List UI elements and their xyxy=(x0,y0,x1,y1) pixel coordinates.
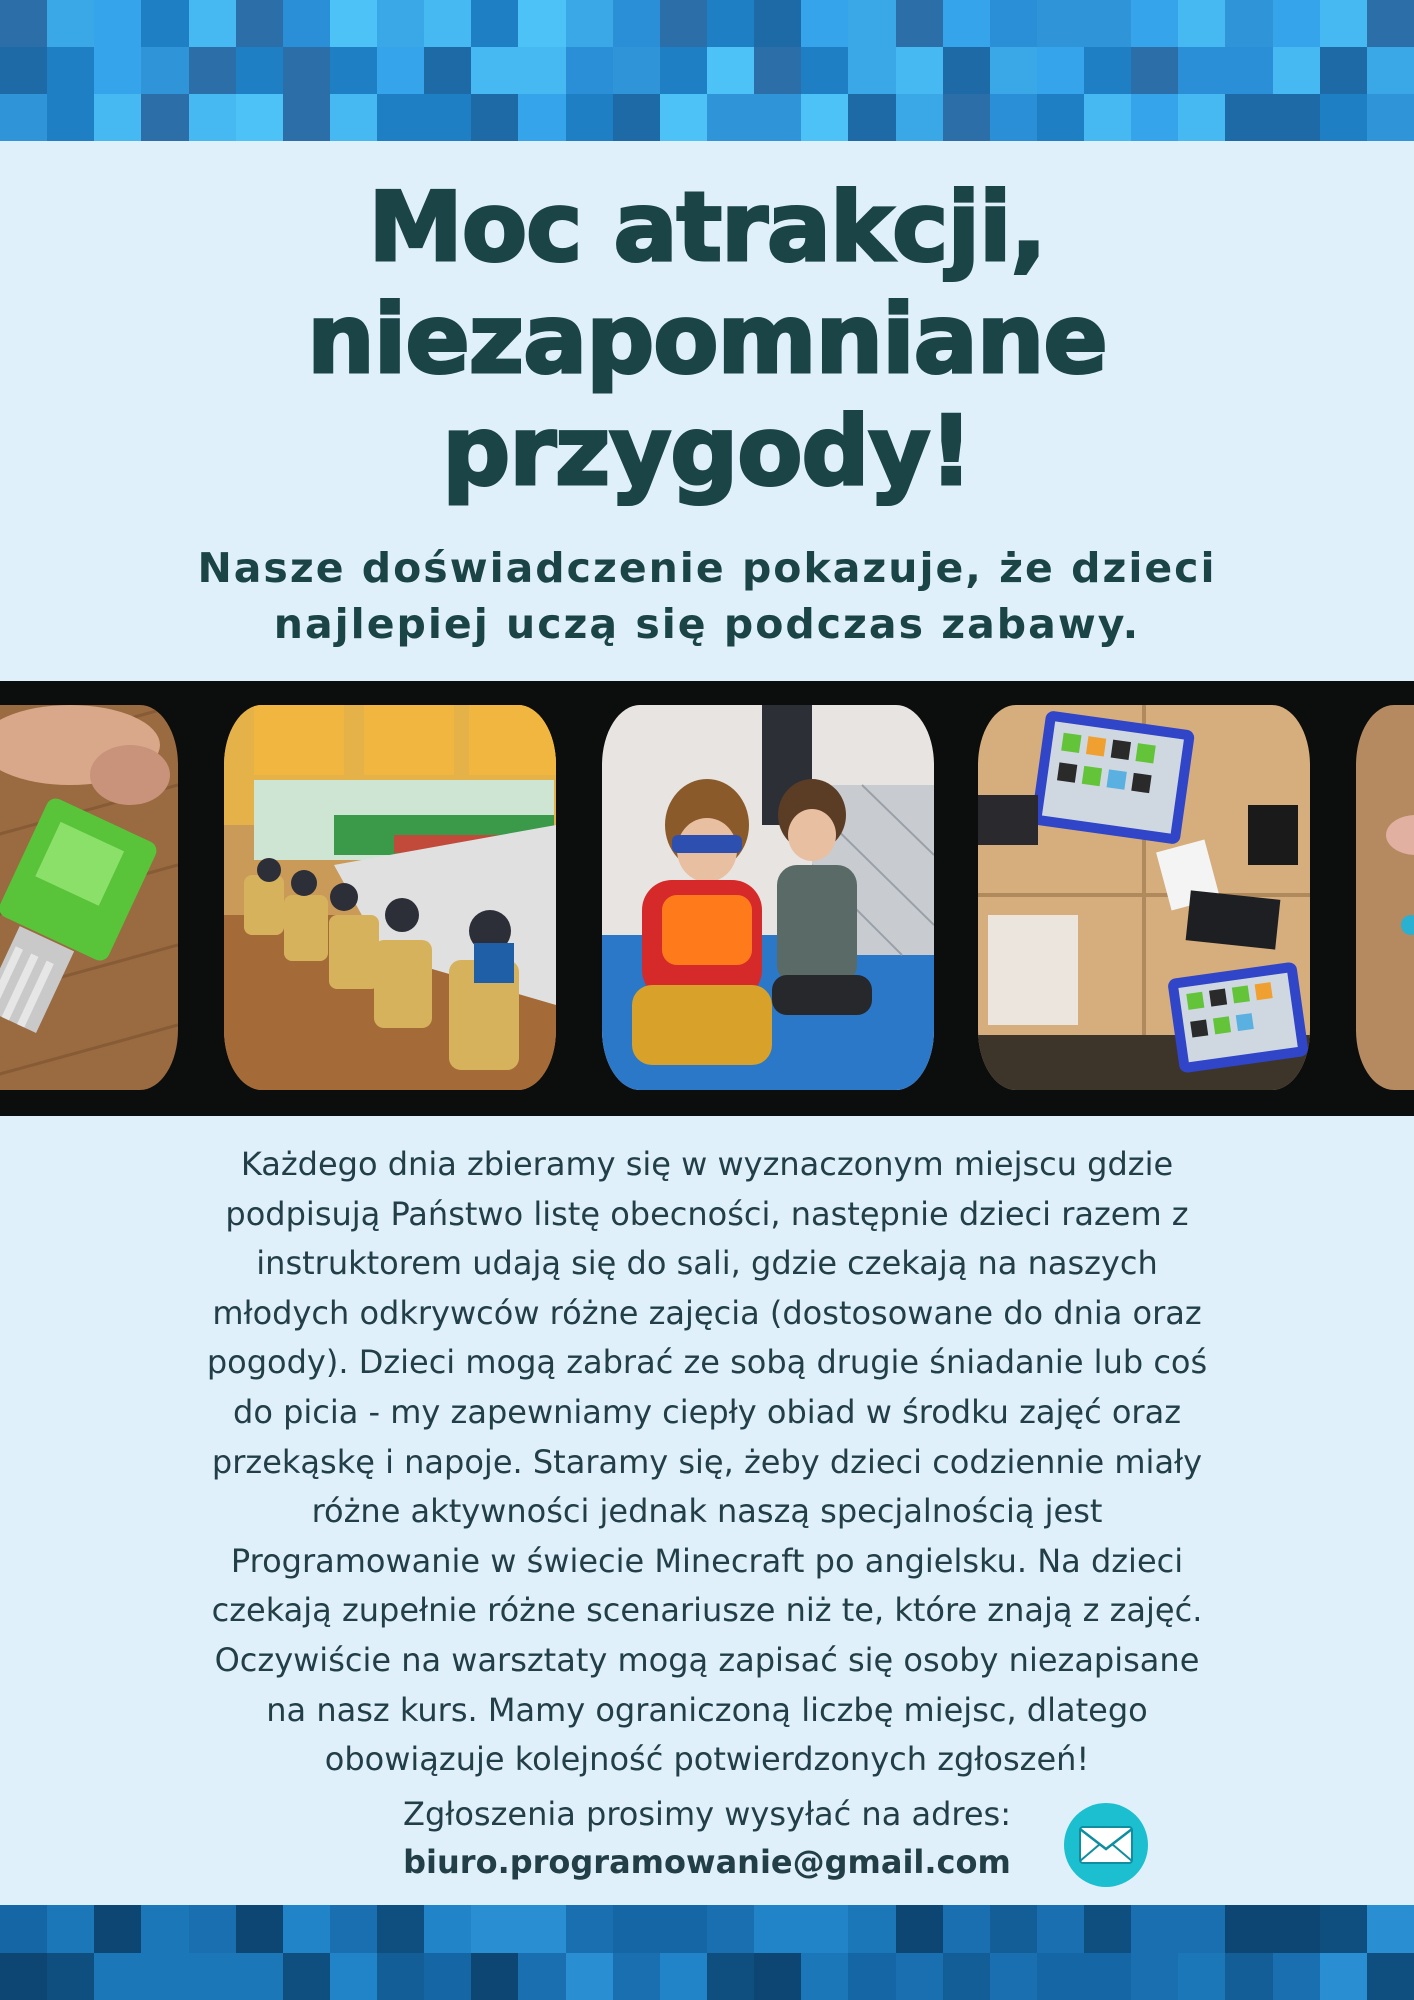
mosaic-tile xyxy=(707,94,754,141)
mosaic-tile xyxy=(47,94,94,141)
mosaic-tile xyxy=(1084,1953,1131,2000)
mosaic-tile xyxy=(424,1953,471,2000)
mosaic-tile xyxy=(1320,1953,1367,2000)
photo-lego-vehicle xyxy=(0,705,178,1090)
mosaic-tile xyxy=(660,1953,707,2000)
description-line: przekąskę i napoje. Staramy się, żeby dzieci codziennie miały xyxy=(211,1442,1203,1481)
envelope-icon xyxy=(1078,1825,1134,1865)
mosaic-tile xyxy=(613,1905,660,1953)
mosaic-tile xyxy=(0,47,47,94)
mosaic-tile xyxy=(566,1953,613,2000)
mosaic-tile xyxy=(990,47,1037,94)
mosaic-tile xyxy=(707,47,754,94)
contact-email[interactable]: biuro.programowanie@gmail.com xyxy=(403,1843,1011,1881)
mosaic-tile xyxy=(848,1953,895,2000)
mosaic-tile xyxy=(660,94,707,141)
mosaic-tile xyxy=(330,0,377,47)
mosaic-tile xyxy=(707,0,754,47)
headline-line: niezapomniane xyxy=(307,285,1107,395)
mosaic-tile xyxy=(1037,1905,1084,1953)
subtitle-line: najlepiej uczą się podczas zabawy. xyxy=(273,600,1141,648)
mosaic-tile xyxy=(1037,0,1084,47)
mosaic-tile xyxy=(377,1953,424,2000)
bottom-pixel-banner xyxy=(0,1905,1414,2000)
mosaic-tile xyxy=(754,1953,801,2000)
mosaic-tile xyxy=(566,47,613,94)
mosaic-tile xyxy=(754,47,801,94)
mosaic-tile xyxy=(1273,1953,1320,2000)
description-line: podpisują Państwo listę obecności, następnie dzieci razem z xyxy=(225,1194,1189,1233)
mosaic-tile xyxy=(1178,0,1225,47)
mosaic-tile xyxy=(801,1905,848,1953)
mosaic-tile xyxy=(94,47,141,94)
mosaic-tile xyxy=(613,1953,660,2000)
mosaic-tile xyxy=(94,0,141,47)
mosaic-tile xyxy=(283,1905,330,1953)
mosaic-tile xyxy=(1178,94,1225,141)
mosaic-tile xyxy=(754,1905,801,1953)
mosaic-tile xyxy=(0,0,47,47)
headline-line: Moc atrakcji, xyxy=(368,173,1046,283)
mosaic-tile xyxy=(660,1905,707,1953)
description-line: Każdego dnia zbieramy się w wyznaczonym miejscu gdzie xyxy=(240,1145,1174,1183)
mosaic-tile xyxy=(283,94,330,141)
mosaic-tile xyxy=(1367,0,1414,47)
description-line: instruktorem udają się do sali, gdzie czekają na naszych xyxy=(256,1244,1158,1283)
mosaic-tile xyxy=(1084,94,1131,141)
subtitle xyxy=(0,540,1414,652)
mosaic-tile xyxy=(1225,1905,1272,1953)
mosaic-tile xyxy=(943,0,990,47)
mosaic-tile xyxy=(377,94,424,141)
mosaic-tile xyxy=(1320,47,1367,94)
mosaic-tile xyxy=(94,1953,141,2000)
mosaic-tile xyxy=(1273,1905,1320,1953)
mosaic-tile xyxy=(141,0,188,47)
mosaic-tile xyxy=(990,1953,1037,2000)
headline xyxy=(0,172,1414,508)
mosaic-tile xyxy=(47,1905,94,1953)
description-line: różne aktywności jednak naszą specjalnością jest xyxy=(311,1492,1103,1531)
mosaic-tile xyxy=(1178,47,1225,94)
headline-line: przygody! xyxy=(442,397,972,507)
mosaic-tile xyxy=(707,1905,754,1953)
mosaic-tile xyxy=(141,1953,188,2000)
mosaic-tile xyxy=(1367,1953,1414,2000)
mosaic-tile xyxy=(566,1905,613,1953)
mosaic-tile xyxy=(0,1953,47,2000)
mosaic-tile xyxy=(896,1953,943,2000)
mosaic-tile xyxy=(330,47,377,94)
mosaic-tile xyxy=(1367,1905,1414,1953)
mosaic-tile xyxy=(943,1953,990,2000)
description-paragraph xyxy=(140,1140,1274,1785)
mosaic-tile xyxy=(236,47,283,94)
mosaic-tile xyxy=(566,94,613,141)
mosaic-tile xyxy=(471,94,518,141)
mosaic-tile xyxy=(660,47,707,94)
mosaic-tile xyxy=(283,0,330,47)
mosaic-tile xyxy=(613,47,660,94)
mosaic-tile xyxy=(1367,94,1414,141)
description-line: pogody). Dzieci mogą zabrać ze sobą drugie śniadanie lub coś xyxy=(206,1343,1208,1382)
mosaic-tile xyxy=(1320,1905,1367,1953)
mail-icon[interactable] xyxy=(1064,1803,1148,1887)
mosaic-tile xyxy=(0,1905,47,1953)
mosaic-tile xyxy=(801,0,848,47)
mosaic-tile xyxy=(943,94,990,141)
mosaic-tile xyxy=(1037,47,1084,94)
photo-classroom xyxy=(224,705,556,1090)
mosaic-tile xyxy=(189,0,236,47)
mosaic-tile xyxy=(283,47,330,94)
mosaic-tile xyxy=(1367,47,1414,94)
mosaic-tile xyxy=(518,0,565,47)
photo-lego-kits xyxy=(978,705,1310,1090)
mosaic-tile xyxy=(189,1905,236,1953)
mosaic-tile xyxy=(1320,94,1367,141)
mosaic-tile xyxy=(471,1953,518,2000)
mosaic-tile xyxy=(613,94,660,141)
description-line: obowiązuje kolejność potwierdzonych zgłoszeń! xyxy=(324,1740,1090,1779)
mosaic-tile xyxy=(94,94,141,141)
description-line: Oczywiście na warsztaty mogą zapisać się osoby niezapisane xyxy=(214,1640,1200,1679)
photo-kids-goggles xyxy=(602,705,934,1090)
description-line: Programowanie w świecie Minecraft po angielsku. Na dzieci xyxy=(230,1541,1184,1580)
mosaic-tile xyxy=(0,94,47,141)
mosaic-tile xyxy=(330,1905,377,1953)
contact-label: Zgłoszenia prosimy wysyłać na adres: xyxy=(403,1795,1011,1833)
description-line: do picia - my zapewniamy ciepły obiad w środku zajęć oraz xyxy=(233,1392,1181,1431)
mosaic-tile xyxy=(1273,47,1320,94)
mosaic-tile xyxy=(1131,94,1178,141)
mosaic-tile xyxy=(377,1905,424,1953)
mosaic-tile xyxy=(424,94,471,141)
mosaic-tile xyxy=(1273,0,1320,47)
mosaic-tile xyxy=(1037,94,1084,141)
mosaic-tile xyxy=(613,0,660,47)
mosaic-tile xyxy=(471,1905,518,1953)
mosaic-tile xyxy=(1084,0,1131,47)
mosaic-tile xyxy=(141,94,188,141)
mosaic-tile xyxy=(801,94,848,141)
mosaic-tile xyxy=(896,0,943,47)
mosaic-tile xyxy=(566,0,613,47)
mosaic-tile xyxy=(1131,1905,1178,1953)
mosaic-tile xyxy=(1131,1953,1178,2000)
mosaic-tile xyxy=(518,47,565,94)
mosaic-tile xyxy=(141,1905,188,1953)
mosaic-tile xyxy=(1178,1953,1225,2000)
mosaic-tile xyxy=(377,47,424,94)
mosaic-tile xyxy=(1320,0,1367,47)
mosaic-tile xyxy=(471,0,518,47)
mosaic-tile xyxy=(848,1905,895,1953)
mosaic-tile xyxy=(990,1905,1037,1953)
mosaic-tile xyxy=(424,1905,471,1953)
mosaic-tile xyxy=(47,1953,94,2000)
mosaic-tile xyxy=(848,0,895,47)
mosaic-tile xyxy=(848,94,895,141)
mosaic-tile xyxy=(1225,94,1272,141)
mosaic-tile xyxy=(424,47,471,94)
mosaic-tile xyxy=(330,1953,377,2000)
mosaic-tile xyxy=(236,1953,283,2000)
mosaic-tile xyxy=(896,47,943,94)
mosaic-tile xyxy=(377,0,424,47)
mosaic-tile xyxy=(896,94,943,141)
mosaic-tile xyxy=(1225,47,1272,94)
mosaic-tile xyxy=(283,1953,330,2000)
top-pixel-banner xyxy=(0,0,1414,141)
mosaic-tile xyxy=(943,47,990,94)
photo-partial-edge xyxy=(1356,705,1414,1090)
mosaic-tile xyxy=(189,94,236,141)
mosaic-tile xyxy=(47,0,94,47)
mosaic-tile xyxy=(518,1905,565,1953)
mosaic-tile xyxy=(801,47,848,94)
mosaic-tile xyxy=(236,94,283,141)
mosaic-tile xyxy=(1037,1953,1084,2000)
mosaic-tile xyxy=(990,94,1037,141)
mosaic-tile xyxy=(1131,47,1178,94)
mosaic-tile xyxy=(47,47,94,94)
mosaic-tile xyxy=(1225,1953,1272,2000)
mosaic-tile xyxy=(754,94,801,141)
mosaic-tile xyxy=(660,0,707,47)
mosaic-tile xyxy=(1225,0,1272,47)
mosaic-tile xyxy=(189,47,236,94)
subtitle-line: Nasze doświadczenie pokazuje, że dzieci xyxy=(197,544,1217,592)
mosaic-tile xyxy=(141,47,188,94)
mosaic-tile xyxy=(1273,94,1320,141)
mosaic-tile xyxy=(518,94,565,141)
photo-filmstrip xyxy=(0,681,1414,1116)
mosaic-tile xyxy=(1131,0,1178,47)
mosaic-tile xyxy=(1084,1905,1131,1953)
mosaic-tile xyxy=(990,0,1037,47)
mosaic-tile xyxy=(754,0,801,47)
mosaic-tile xyxy=(189,1953,236,2000)
mosaic-tile xyxy=(471,47,518,94)
description-line: młodych odkrywców różne zajęcia (dostosowane do dnia oraz xyxy=(212,1293,1202,1332)
mosaic-tile xyxy=(424,0,471,47)
mosaic-tile xyxy=(94,1905,141,1953)
mosaic-tile xyxy=(236,1905,283,1953)
mosaic-tile xyxy=(896,1905,943,1953)
mosaic-tile xyxy=(518,1953,565,2000)
mosaic-tile xyxy=(236,0,283,47)
mosaic-tile xyxy=(1178,1905,1225,1953)
mosaic-tile xyxy=(801,1953,848,2000)
mosaic-tile xyxy=(943,1905,990,1953)
description-line: czekają zupełnie różne scenariusze niż te, które znają z zajęć. xyxy=(211,1591,1203,1630)
description-line: na nasz kurs. Mamy ograniczoną liczbę miejsc, dlatego xyxy=(266,1690,1148,1729)
mosaic-tile xyxy=(707,1953,754,2000)
mosaic-tile xyxy=(1084,47,1131,94)
mosaic-tile xyxy=(330,94,377,141)
mosaic-tile xyxy=(848,47,895,94)
